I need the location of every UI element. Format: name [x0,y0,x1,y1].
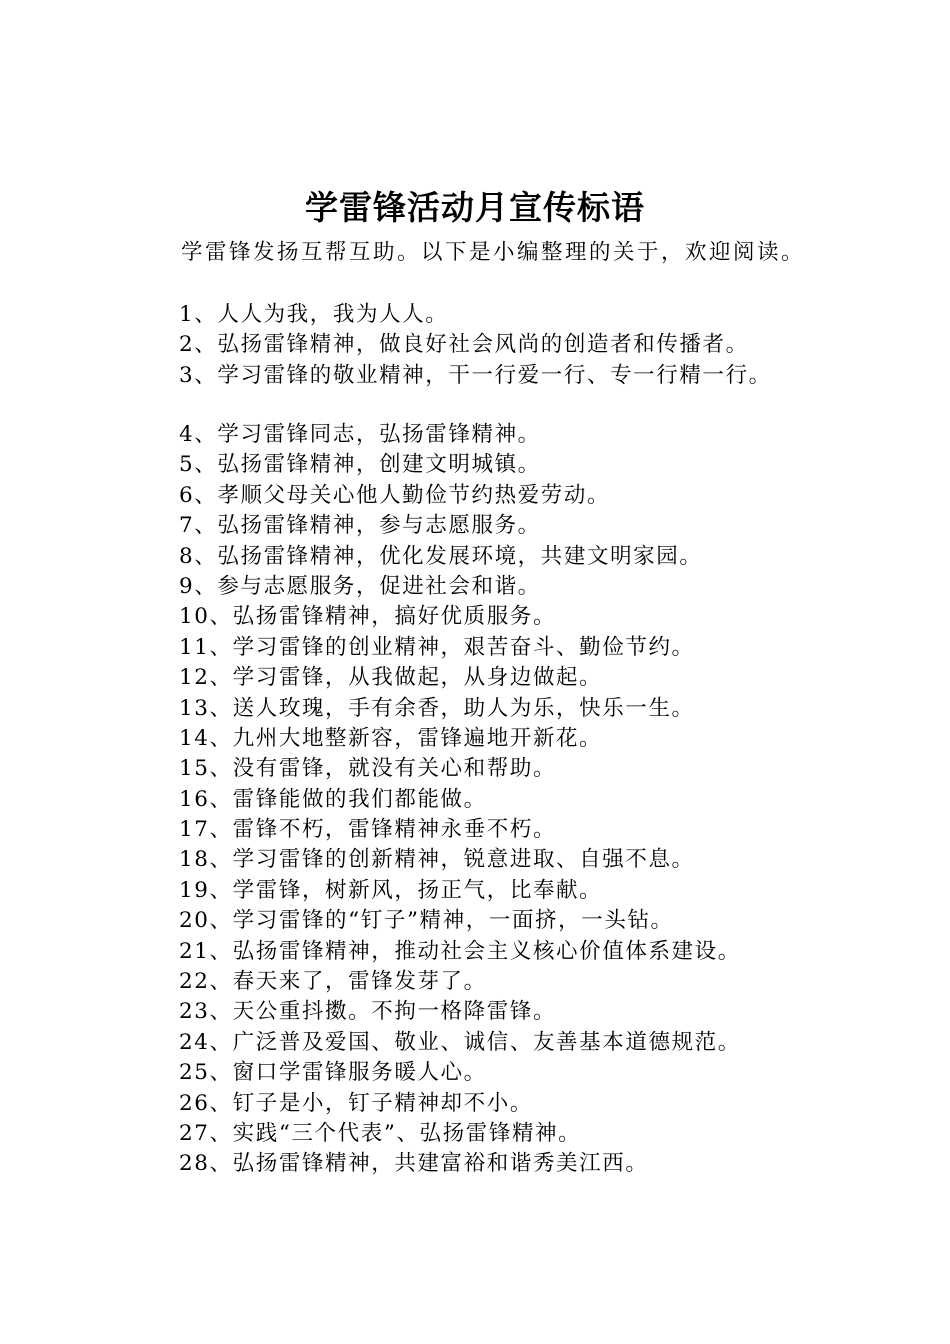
list-item: 28、弘扬雷锋精神，共建富裕和谐秀美江西。 [179,1151,649,1177]
list-item: 18、学习雷锋的创新精神，锐意进取、自强不息。 [179,847,695,873]
list-item: 8、弘扬雷锋精神，优化发展环境，共建文明家园。 [179,543,703,569]
intro-paragraph: 学雷锋发扬互帮互助。以下是小编整理的关于，欢迎阅读。 [181,240,806,265]
list-item: 10、弘扬雷锋精神，搞好优质服务。 [179,604,557,630]
list-item: 19、学雷锋，树新风，扬正气，比奉献。 [179,877,603,903]
list-item: 22、春天来了，雷锋发芽了。 [179,969,487,995]
list-item: 4、学习雷锋同志，弘扬雷锋精神。 [179,422,541,447]
list-item: 13、送人玫瑰，手有余香，助人为乐，快乐一生。 [179,695,695,721]
list-item: 6、孝顺父母关心他人勤俭节约热爱劳动。 [179,482,611,508]
slogan-list-group-2 [179,420,741,1180]
list-item: 2、弘扬雷锋精神，做良好社会风尚的创造者和传播者。 [179,332,749,358]
list-item: 5、弘扬雷锋精神，创建文明城镇。 [179,452,541,478]
list-item: 21、弘扬雷锋精神，推动社会主义核心价值体系建设。 [179,938,741,964]
list-item: 9、参与志愿服务，促进社会和谐。 [179,573,541,599]
list-item: 25、窗口学雷锋服务暖人心。 [179,1060,487,1086]
list-item: 17、雷锋不朽，雷锋精神永垂不朽。 [179,817,557,843]
list-item: 1、人人为我，我为人人。 [179,302,449,327]
list-item: 27、实践“三个代表”、弘扬雷锋精神。 [179,1120,582,1146]
list-item: 3、学习雷锋的敬业精神，干一行爱一行、专一行精一行。 [179,362,772,388]
list-item: 15、没有雷锋，就没有关心和帮助。 [179,756,557,782]
list-item: 23、天公重抖擞。不拘一格降雷锋。 [179,999,557,1025]
list-item: 14、九州大地整新容，雷锋遍地开新花。 [179,725,603,751]
list-item: 20、学习雷锋的“钉子”精神，一面挤，一头钻。 [179,908,674,934]
list-item: 7、弘扬雷锋精神，参与志愿服务。 [179,513,541,539]
list-item: 24、广泛普及爱国、敬业、诚信、友善基本道德规范。 [179,1029,741,1055]
slogan-list-group-1 [179,300,772,391]
document-title: 学雷锋活动月宣传标语 [305,188,645,227]
list-item: 12、学习雷锋，从我做起，从身边做起。 [179,665,603,691]
list-item: 11、学习雷锋的创业精神，艰苦奋斗、勤俭节约。 [179,634,695,660]
list-item: 26、钉子是小，钉子精神却不小。 [179,1090,533,1116]
list-item: 16、雷锋能做的我们都能做。 [179,786,487,812]
